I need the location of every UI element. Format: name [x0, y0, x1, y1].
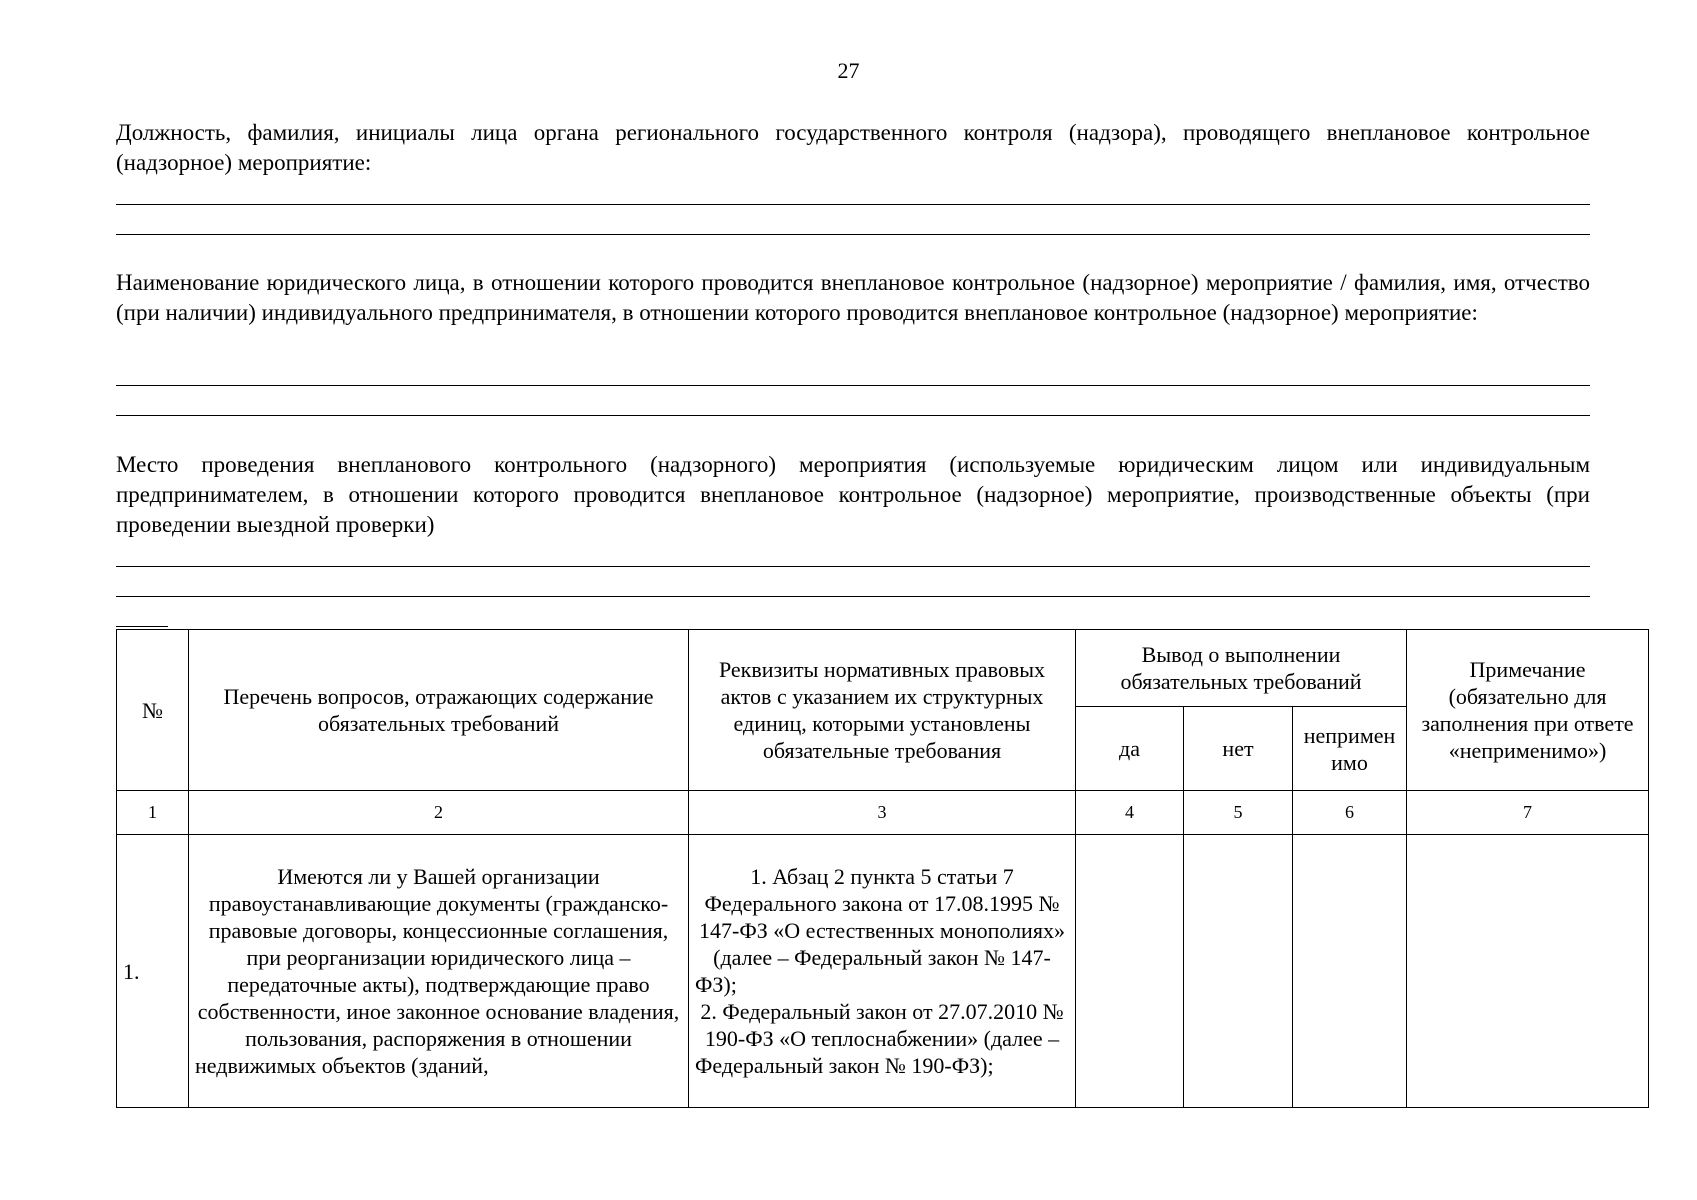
header-conclusion: Вывод о выполнении обязательных требований — [1076, 630, 1407, 707]
location-label: Место проведения внепланового контрольного (надзорного) мероприятия (используемые юридическим лицом или индивидуальным предпринимателем, в отношении которого проводится внеплановое контрольное (надзорное) мероприятие, производственные объекты (при проведении выездной проверки) — [116, 452, 1590, 537]
header-num: № — [117, 630, 189, 791]
entity-fill-line-1 — [116, 385, 1590, 386]
column-number-row — [117, 791, 1649, 835]
column-number: 6 — [1293, 791, 1407, 835]
short-divider — [116, 626, 168, 627]
location-fill-line-2 — [116, 596, 1590, 597]
requisite-item: 1. Абзац 2 пункта 5 статьи 7 Федерального закона от 17.08.1995 № 147-ФЗ «О естественных монополиях» (далее – Федеральный закон № 147-ФЗ); — [695, 864, 1065, 997]
entity-label: Наименование юридического лица, в отношении которого проводится внеплановое контрольное (надзорное) мероприятие / фамилия, имя, отчество (при наличии) индивидуального предпринимателя, в отношении которого проводится внеплановое контрольное (надзорное) мероприятие: — [116, 270, 1590, 325]
page-number: 27 — [837, 58, 860, 83]
location-fill-line-1 — [116, 566, 1590, 567]
table-row — [117, 835, 1649, 1108]
row-requisites — [689, 835, 1076, 1108]
column-number: 5 — [1184, 791, 1293, 835]
header-yes: да — [1076, 707, 1184, 791]
inspector-label: Должность, фамилия, инициалы лица органа регионального государственного контроля (надзора), проводящего внеплановое контрольное (надзорное) мероприятие: — [116, 120, 1590, 175]
header-no: нет — [1184, 707, 1293, 791]
entity-fill-line-2 — [116, 415, 1590, 416]
answer-na-cell[interactable] — [1293, 835, 1407, 1108]
inspector-fill-line-2 — [116, 234, 1590, 235]
row-question: Имеются ли у Вашей организации правоустанавливающие документы (гражданско-правовые договоры, концессионные соглашения, при реорганизации юридического лица – передаточные акты), подтверждающие право собственности, иное законное основание владения, пользования, распоряжения в отношении недвижимых объектов (зданий, — [189, 835, 689, 1108]
header-questions: Перечень вопросов, отражающих содержание обязательных требований — [189, 630, 689, 791]
column-number: 3 — [689, 791, 1076, 835]
row-number: 1. — [117, 835, 189, 1108]
note-cell[interactable] — [1407, 835, 1649, 1108]
column-number: 1 — [117, 791, 189, 835]
table-header-row — [117, 630, 1649, 707]
requisite-item: 2. Федеральный закон от 27.07.2010 № 190-ФЗ «О теплоснабжении» (далее – Федеральный закон № 190-ФЗ); — [695, 999, 1064, 1078]
inspector-fill-line-1 — [116, 204, 1590, 205]
checklist-table — [116, 629, 1649, 1108]
header-note: Примечание (обязательно для заполнения при ответе «неприменимо») — [1407, 630, 1649, 791]
header-requisites: Реквизиты нормативных правовых актов с указанием их структурных единиц, которыми установлены обязательные требования — [689, 630, 1076, 791]
column-number: 4 — [1076, 791, 1184, 835]
answer-no-cell[interactable] — [1184, 835, 1293, 1108]
answer-yes-cell[interactable] — [1076, 835, 1184, 1108]
column-number: 2 — [189, 791, 689, 835]
header-na: неприменимо — [1293, 707, 1407, 791]
column-number: 7 — [1407, 791, 1649, 835]
